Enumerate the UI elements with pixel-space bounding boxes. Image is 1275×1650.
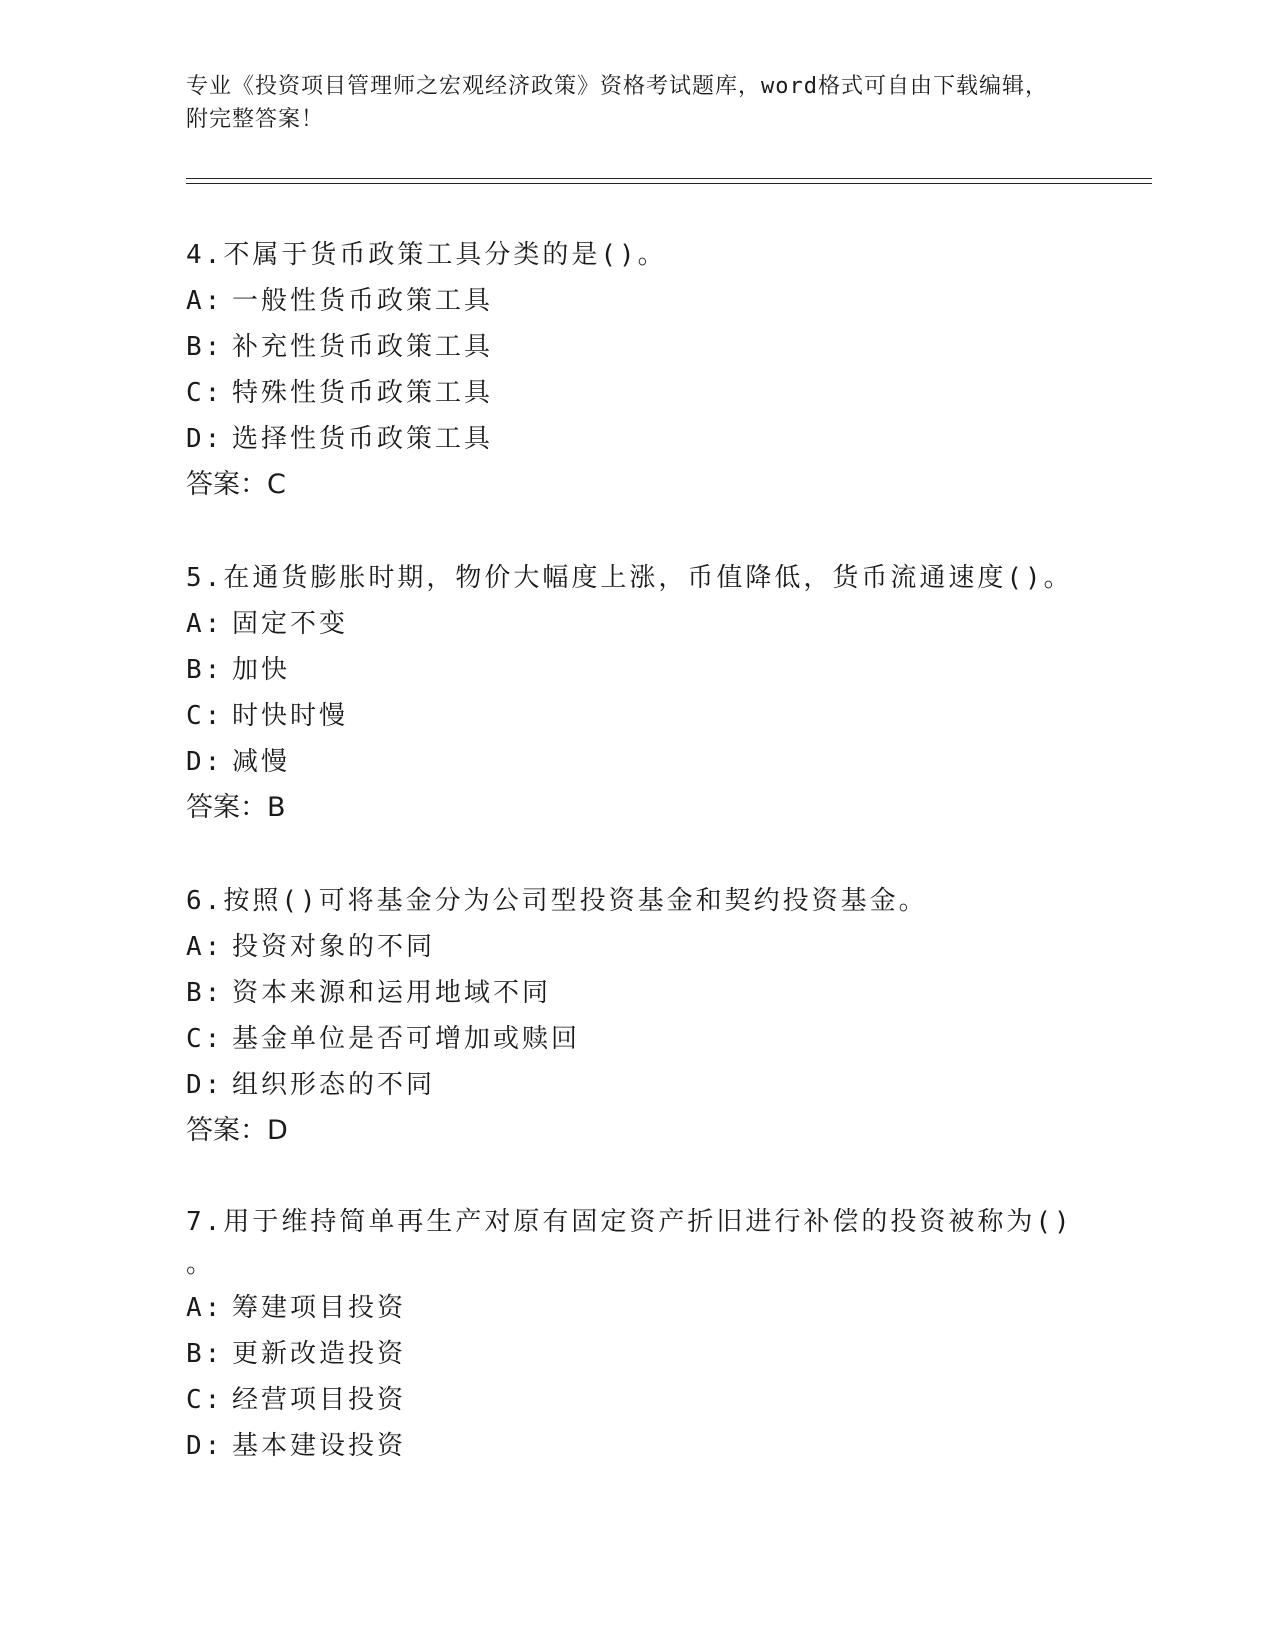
question-stem: 用于维持简单再生产对原有固定资产折旧进行补偿的投资被称为() bbox=[223, 1207, 1073, 1237]
option-letter: D: bbox=[186, 747, 224, 777]
document-header: 专业《投资项目管理师之宏观经济政策》资格考试题库，word格式可自由下载编辑，附完整答案！ bbox=[186, 74, 1048, 132]
question-stem: 不属于货币政策工具分类的是()。 bbox=[223, 240, 667, 270]
option-b bbox=[186, 647, 1086, 693]
option-text: 固定不变 bbox=[232, 609, 349, 639]
option-text: 更新改造投资 bbox=[232, 1339, 407, 1369]
option-text: 经营项目投资 bbox=[232, 1385, 407, 1415]
option-d bbox=[186, 1423, 1086, 1469]
option-a bbox=[186, 601, 1086, 647]
answer-label: 答案： bbox=[186, 1115, 267, 1146]
question-6 bbox=[186, 878, 1086, 1154]
option-d bbox=[186, 416, 1086, 462]
option-text: 投资对象的不同 bbox=[232, 932, 436, 962]
option-letter: B: bbox=[186, 1339, 224, 1369]
option-text: 基金单位是否可增加或赎回 bbox=[232, 1024, 581, 1054]
question-list bbox=[186, 232, 1086, 1516]
option-text: 补充性货币政策工具 bbox=[232, 332, 494, 362]
option-text: 组织形态的不同 bbox=[232, 1070, 436, 1100]
option-letter: B: bbox=[186, 978, 224, 1008]
answer-value: D bbox=[267, 1115, 288, 1146]
option-letter: C: bbox=[186, 1024, 224, 1054]
option-letter: B: bbox=[186, 332, 224, 362]
option-b bbox=[186, 1331, 1086, 1377]
option-letter: A: bbox=[186, 1293, 224, 1323]
option-c bbox=[186, 1377, 1086, 1423]
option-a bbox=[186, 1285, 1086, 1331]
question-7 bbox=[186, 1201, 1086, 1469]
answer-value: C bbox=[267, 469, 286, 500]
option-text: 基本建设投资 bbox=[232, 1431, 407, 1461]
option-c bbox=[186, 370, 1086, 416]
option-text: 加快 bbox=[232, 655, 291, 685]
option-text: 一般性货币政策工具 bbox=[232, 286, 494, 316]
header-divider-top bbox=[186, 178, 1152, 179]
question-number: 6. bbox=[186, 886, 224, 916]
question-number: 4. bbox=[186, 240, 224, 270]
option-letter: A: bbox=[186, 932, 224, 962]
option-text: 时快时慢 bbox=[232, 701, 349, 731]
option-letter: D: bbox=[186, 424, 224, 454]
option-letter: D: bbox=[186, 1070, 224, 1100]
option-d bbox=[186, 739, 1086, 785]
option-text: 选择性货币政策工具 bbox=[232, 424, 494, 454]
question-stem: 按照()可将基金分为公司型投资基金和契约投资基金。 bbox=[223, 886, 928, 916]
answer-value: B bbox=[267, 792, 286, 823]
answer-label: 答案： bbox=[186, 469, 267, 500]
question-text-continued: 。 bbox=[186, 1249, 216, 1279]
option-d bbox=[186, 1062, 1086, 1108]
option-text: 减慢 bbox=[232, 747, 291, 777]
option-letter: D: bbox=[186, 1431, 224, 1461]
question-text bbox=[186, 878, 1086, 924]
option-c bbox=[186, 693, 1086, 739]
question-number: 5. bbox=[186, 563, 224, 593]
option-a bbox=[186, 924, 1086, 970]
answer bbox=[186, 785, 1086, 831]
option-text: 筹建项目投资 bbox=[232, 1293, 407, 1323]
option-c bbox=[186, 1016, 1086, 1062]
option-b bbox=[186, 970, 1086, 1016]
option-b bbox=[186, 324, 1086, 370]
question-number: 7. bbox=[186, 1207, 224, 1237]
answer bbox=[186, 462, 1086, 508]
option-letter: A: bbox=[186, 286, 224, 316]
option-text: 特殊性货币政策工具 bbox=[232, 378, 494, 408]
question-text bbox=[186, 1201, 1086, 1243]
option-letter: C: bbox=[186, 1385, 224, 1415]
option-letter: C: bbox=[186, 378, 224, 408]
answer-label: 答案： bbox=[186, 792, 267, 823]
question-stem: 在通货膨胀时期，物价大幅度上涨，币值降低，货币流通速度()。 bbox=[223, 563, 1073, 593]
answer bbox=[186, 1108, 1086, 1154]
option-letter: A: bbox=[186, 609, 224, 639]
option-text: 资本来源和运用地域不同 bbox=[232, 978, 552, 1008]
question-text bbox=[186, 555, 1086, 601]
question-5 bbox=[186, 555, 1086, 831]
question-text bbox=[186, 232, 1086, 278]
question-4 bbox=[186, 232, 1086, 508]
option-letter: B: bbox=[186, 655, 224, 685]
option-letter: C: bbox=[186, 701, 224, 731]
option-a bbox=[186, 278, 1086, 324]
header-divider-bottom bbox=[186, 183, 1152, 184]
